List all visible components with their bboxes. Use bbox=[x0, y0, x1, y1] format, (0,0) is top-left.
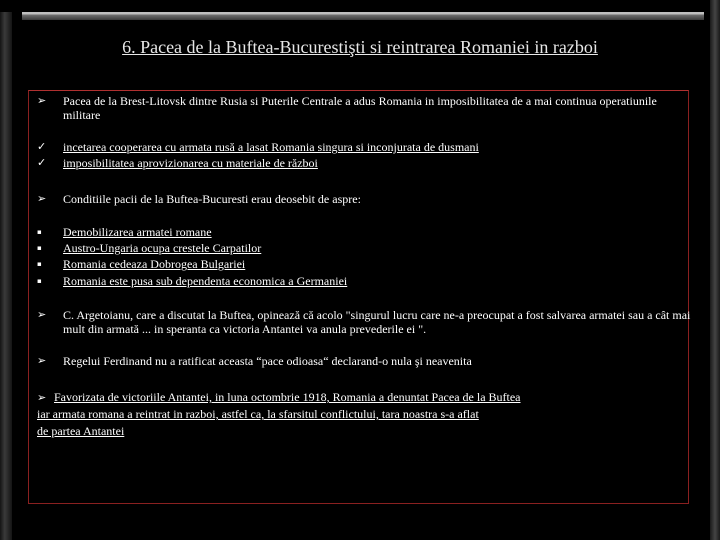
item-link[interactable]: Romania cedeaza Dobrogea Bulgariei bbox=[63, 257, 246, 271]
left-decorative-bar bbox=[0, 12, 12, 540]
item-text: Regelui Ferdinand nu a ratificat aceasta “pace odioasa“ declarand-o nula şi neavenita bbox=[63, 354, 472, 368]
check-icon: ✓ bbox=[37, 140, 47, 153]
final-paragraph-link[interactable] bbox=[37, 389, 677, 440]
bullet-icon: ▪ bbox=[37, 244, 42, 252]
item-link[interactable]: Demobilizarea armatei romane bbox=[63, 225, 212, 239]
right-decorative-bar bbox=[710, 0, 720, 540]
check-icon: ✓ bbox=[37, 156, 47, 169]
top-decorative-bar bbox=[22, 12, 704, 20]
slide-title[interactable]: 6. Pacea de la Buftea-Bucurestişti si reintrarea Romaniei in razboi bbox=[122, 37, 598, 57]
item-text: Conditiile pacii de la Buftea-Bucuresti erau deosebit de aspre: bbox=[63, 192, 361, 206]
final-line-1[interactable]: Favorizata de victoriile Antantei, in luna octombrie 1918, Romania a denuntat Pacea de la Buftea bbox=[54, 390, 521, 404]
arrow-icon: ➢ bbox=[37, 308, 47, 321]
arrow-icon: ➢ bbox=[37, 391, 47, 404]
item-link[interactable]: imposibilitatea aprovizionarea cu materiale de război bbox=[63, 156, 318, 170]
arrow-icon: ➢ bbox=[37, 354, 47, 367]
item-text: C. Argetoianu, care a discutat la Buftea, opinează că acolo "singurul lucru care ne-a preocupat a fost salvarea armatei sau a cât mai mult din armată ... in speranta ca victoria Antantei va anula prevederile ei ". bbox=[63, 308, 691, 336]
item-link[interactable]: incetarea cooperarea cu armata rusă a lasat Romania singura si inconjurata de dusmani bbox=[63, 140, 479, 154]
item-link[interactable]: Romania este pusa sub dependenta economica a Germaniei bbox=[63, 274, 348, 288]
item-text: Pacea de la Brest-Litovsk dintre Rusia si Puterile Centrale a adus Romania in imposibilitatea de a mai continua operatiunile militare bbox=[63, 94, 657, 122]
bullet-icon: ▪ bbox=[37, 277, 42, 285]
bullet-icon: ▪ bbox=[37, 228, 42, 236]
final-line-3[interactable]: de partea Antantei bbox=[37, 424, 125, 438]
item-link[interactable]: Austro-Ungaria ocupa crestele Carpatilor bbox=[63, 241, 262, 255]
arrow-icon: ➢ bbox=[37, 94, 47, 107]
bullet-icon: ▪ bbox=[37, 260, 42, 268]
final-line-2[interactable]: iar armata romana a reintrat in razboi, astfel ca, la sfarsitul conflictului, tara noastra s-a aflat bbox=[37, 407, 479, 421]
arrow-icon: ➢ bbox=[37, 192, 47, 205]
